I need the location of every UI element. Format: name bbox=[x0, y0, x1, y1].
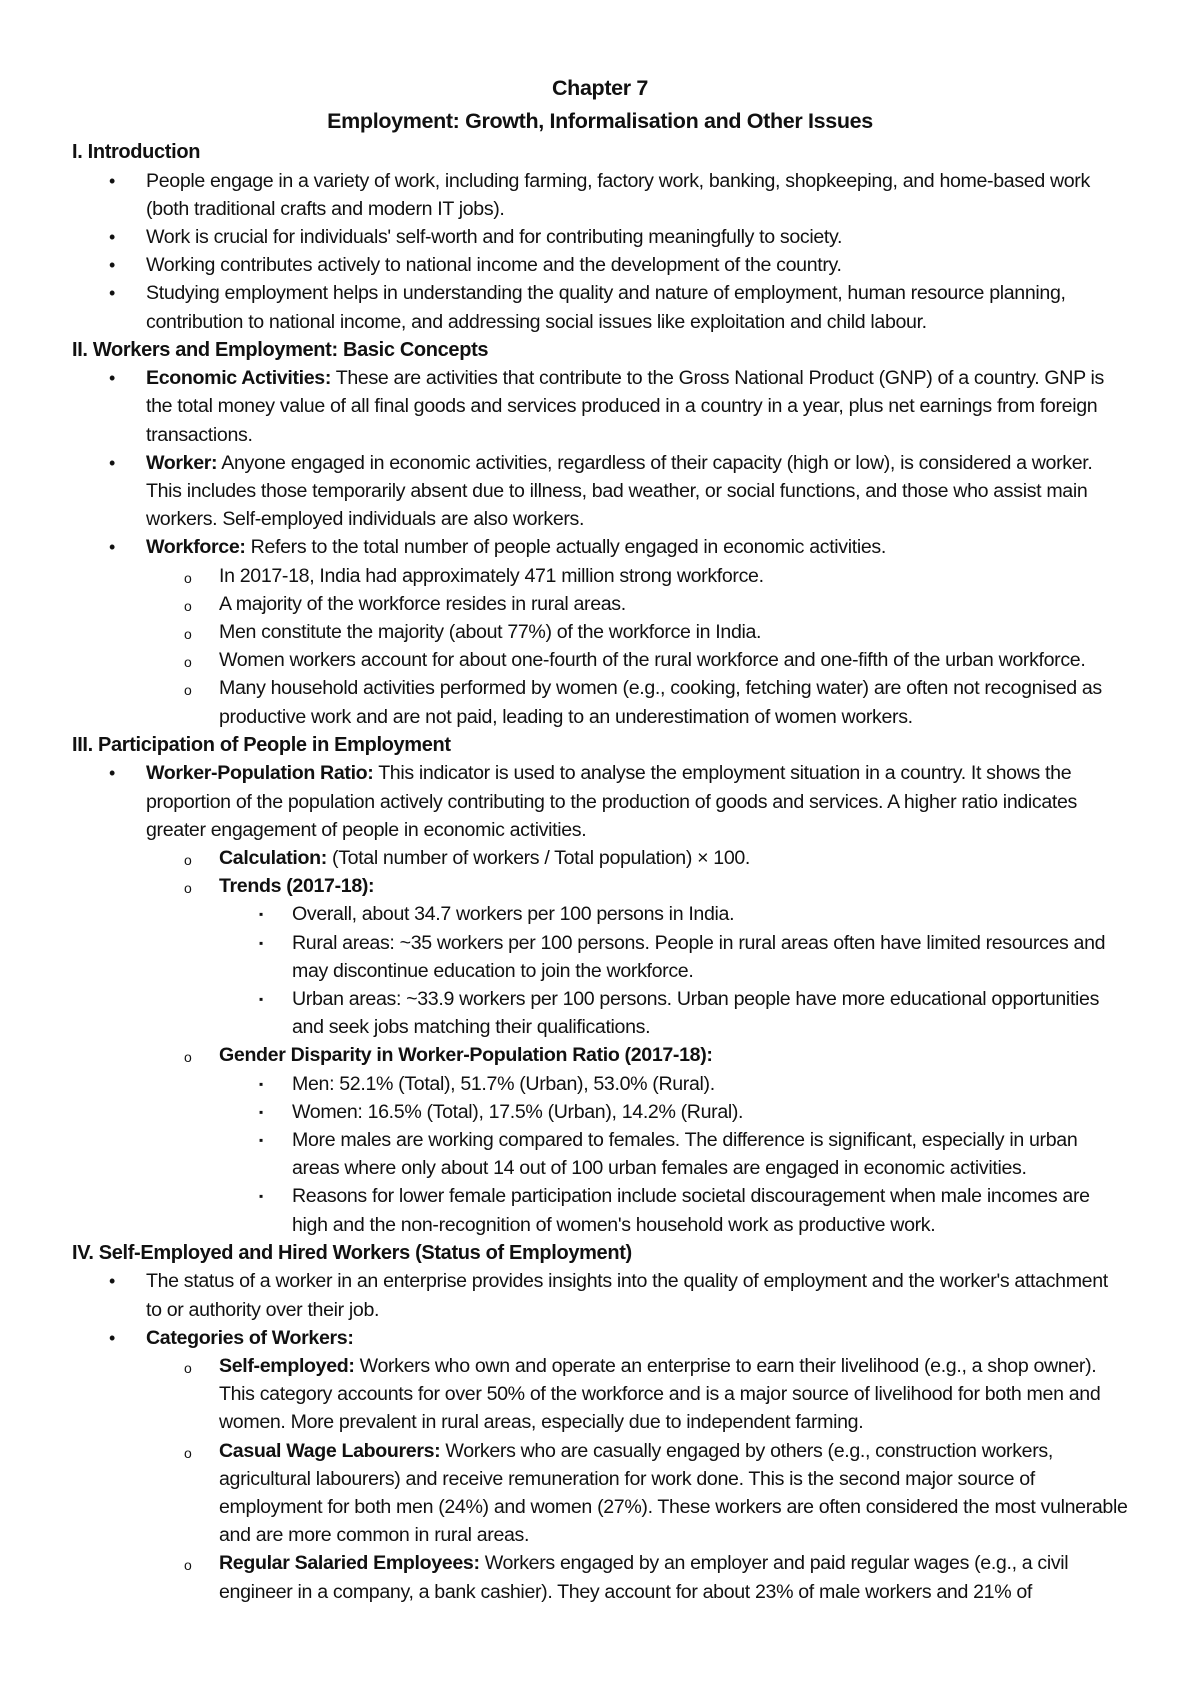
circle-bullet-icon: o bbox=[184, 880, 192, 897]
term-label: Worker: bbox=[146, 451, 218, 474]
list-item-worker-population-ratio: • Worker-Population Ratio: This indicator is used to analyse the employment situation in a country. It shows the proportion of the population actively contributing to the production of goods and services. A higher ratio indicates greater engagement of people in economic activities. bbox=[72, 759, 1128, 844]
list-item-trends bbox=[72, 872, 1128, 900]
list-item: ▪ Reasons for lower female participation include societal discouragement when male incomes are high and the non-recognition of women's household work as productive work. bbox=[72, 1182, 1128, 1238]
term-label: Calculation: bbox=[219, 846, 327, 869]
list-item-gender-disparity bbox=[72, 1041, 1128, 1069]
bullet-icon: • bbox=[109, 283, 115, 304]
bullet-icon: • bbox=[109, 1327, 115, 1348]
list-item-calculation: o Calculation: (Total number of workers / Total population) × 100. bbox=[72, 844, 1128, 872]
bullet-icon: • bbox=[109, 1271, 115, 1292]
list-item: ▪ Men: 52.1% (Total), 51.7% (Urban), 53.0% (Rural). bbox=[72, 1070, 1128, 1098]
section-introduction-heading: I. Introduction bbox=[72, 141, 201, 163]
list-item-casual-wage: o Casual Wage Labourers: Workers who are casually engaged by others (e.g., construction workers, agricultural labourers) and receive remuneration for work done. This is the second major source of employment for both men (24%) and women (27%). These workers are often considered the most vulnerable and are more common in rural areas. bbox=[184, 1439, 1128, 1547]
list-item: ▪ Overall, about 34.7 workers per 100 persons in India. bbox=[72, 900, 1128, 928]
square-bullet-icon: ▪ bbox=[259, 935, 263, 950]
bullet-icon: • bbox=[109, 226, 115, 247]
list-item: • Working contributes actively to national income and the development of the country. bbox=[72, 251, 1128, 279]
square-bullet-icon: ▪ bbox=[259, 1189, 263, 1204]
section-basic-concepts-heading: II. Workers and Employment: Basic Concepts bbox=[72, 338, 489, 361]
circle-bullet-icon: o bbox=[184, 1049, 192, 1066]
chapter-title: Employment: Growth, Informalisation and Other Issues bbox=[327, 109, 873, 133]
square-bullet-icon: ▪ bbox=[259, 907, 263, 922]
trends-sublist bbox=[72, 900, 1128, 1041]
introduction-list bbox=[72, 167, 1128, 336]
term-label: Self-employed: bbox=[219, 1354, 355, 1377]
circle-bullet-icon: o bbox=[184, 626, 192, 643]
list-item: o Men constitute the majority (about 77%) of the workforce in India. bbox=[72, 618, 1128, 646]
bullet-icon: • bbox=[109, 368, 115, 389]
section-status-of-employment-heading: IV. Self-Employed and Hired Workers (Status of Employment) bbox=[72, 1241, 632, 1264]
term-label: Trends (2017-18): bbox=[219, 875, 375, 898]
list-item-economic-activities: • Economic Activities: These are activities that contribute to the Gross National Product (GNP) of a country. GNP is the total money value of all final goods and services produced in a country in a year, plus net earnings from foreign transactions. bbox=[72, 364, 1128, 449]
categories-sublist bbox=[72, 1352, 1128, 1606]
list-item-categories bbox=[72, 1324, 1128, 1352]
list-item: ▪ More males are working compared to females. The difference is significant, especially in urban areas where only about 14 out of 100 urban females are engaged in economic activities. bbox=[72, 1126, 1128, 1182]
list-item: • Studying employment helps in understanding the quality and nature of employment, human resource planning, contribution to national income, and addressing social issues like exploitation and child labour. bbox=[72, 279, 1128, 335]
list-item-regular-salaried: o Regular Salaried Employees: Workers engaged by an employer and paid regular wages (e.g., a civil engineer in a company, a bank cashier). They account for about 23% of male workers and 21% of bbox=[184, 1552, 1069, 1603]
term-label: Worker-Population Ratio: bbox=[146, 762, 374, 785]
section-participation-heading: III. Participation of People in Employment bbox=[72, 733, 451, 756]
list-item: o Women workers account for about one-fourth of the rural workforce and one-fifth of the urban workforce. bbox=[72, 646, 1128, 674]
term-label: Gender Disparity in Worker-Population Ratio (2017-18): bbox=[219, 1044, 713, 1067]
list-item: o In 2017-18, India had approximately 471 million strong workforce. bbox=[72, 562, 1128, 590]
circle-bullet-icon: o bbox=[184, 851, 192, 868]
term-label: Regular Salaried Employees: bbox=[219, 1552, 480, 1575]
status-list bbox=[72, 1267, 1128, 1352]
list-item: • Work is crucial for individuals' self-worth and for contributing meaningfully to society. bbox=[72, 223, 1128, 251]
bullet-icon: • bbox=[109, 170, 115, 191]
circle-bullet-icon: o bbox=[184, 1359, 192, 1376]
list-item: ▪ Women: 16.5% (Total), 17.5% (Urban), 14.2% (Rural). bbox=[72, 1098, 1128, 1126]
bullet-icon: • bbox=[109, 452, 115, 473]
list-item-self-employed: o Self-employed: Workers who own and operate an enterprise to earn their livelihood (e.g., a shop owner). This category accounts for over 50% of the workforce and is a major source of livelihood for both men and women. More prevalent in rural areas, especially due to independent farming. bbox=[184, 1354, 1101, 1434]
list-item: o Many household activities performed by women (e.g., cooking, fetching water) are often not recognised as productive work and are not paid, leading to an underestimation of women workers. bbox=[184, 677, 1102, 728]
basic-concepts-list bbox=[72, 364, 1128, 561]
circle-bullet-icon: o bbox=[184, 682, 192, 699]
list-item: ▪ Rural areas: ~35 workers per 100 persons. People in rural areas often have limited resources and may discontinue education to join the workforce. bbox=[72, 929, 1128, 985]
chapter-number: Chapter 7 bbox=[551, 76, 648, 100]
square-bullet-icon: ▪ bbox=[259, 1076, 263, 1091]
term-label: Categories of Workers: bbox=[146, 1326, 354, 1349]
list-item: o A majority of the workforce resides in rural areas. bbox=[72, 590, 1128, 618]
bullet-icon: • bbox=[109, 763, 115, 784]
square-bullet-icon: ▪ bbox=[259, 1133, 263, 1147]
bullet-icon: • bbox=[109, 255, 115, 276]
list-item: ▪ Urban areas: ~33.9 workers per 100 persons. Urban people have more educational opportunities and seek jobs matching their qualifications. bbox=[72, 985, 1128, 1041]
term-label: Economic Activities: bbox=[146, 367, 331, 390]
wpr-sublist bbox=[72, 844, 1128, 900]
gender-sublist bbox=[72, 1070, 1128, 1239]
square-bullet-icon: ▪ bbox=[259, 991, 263, 1006]
circle-bullet-icon: o bbox=[184, 1444, 192, 1461]
circle-bullet-icon: o bbox=[184, 1557, 192, 1574]
workforce-sublist bbox=[72, 562, 1128, 731]
participation-list bbox=[72, 759, 1128, 844]
term-label: Workforce: bbox=[146, 536, 246, 559]
term-label: Casual Wage Labourers: bbox=[219, 1439, 441, 1462]
bullet-icon: • bbox=[109, 537, 115, 558]
square-bullet-icon: ▪ bbox=[259, 1104, 263, 1119]
list-item-workforce: • Workforce: Refers to the total number of people actually engaged in economic activities. bbox=[72, 533, 1128, 561]
gender-heading-list bbox=[72, 1041, 1128, 1069]
circle-bullet-icon: o bbox=[184, 569, 192, 586]
list-item: • People engage in a variety of work, including farming, factory work, banking, shopkeeping, and home-based work (both traditional crafts and modern IT jobs). bbox=[72, 167, 1128, 223]
list-item: • The status of a worker in an enterprise provides insights into the quality of employment and the worker's attachment to or authority over their job. bbox=[72, 1267, 1128, 1323]
list-item-worker: • Worker: Anyone engaged in economic activities, regardless of their capacity (high or low), is considered a worker. This includes those temporarily absent due to illness, bad weather, or social functions, and those who assist main workers. Self-employed individuals are also workers. bbox=[72, 449, 1128, 534]
circle-bullet-icon: o bbox=[184, 597, 192, 614]
circle-bullet-icon: o bbox=[184, 654, 192, 671]
